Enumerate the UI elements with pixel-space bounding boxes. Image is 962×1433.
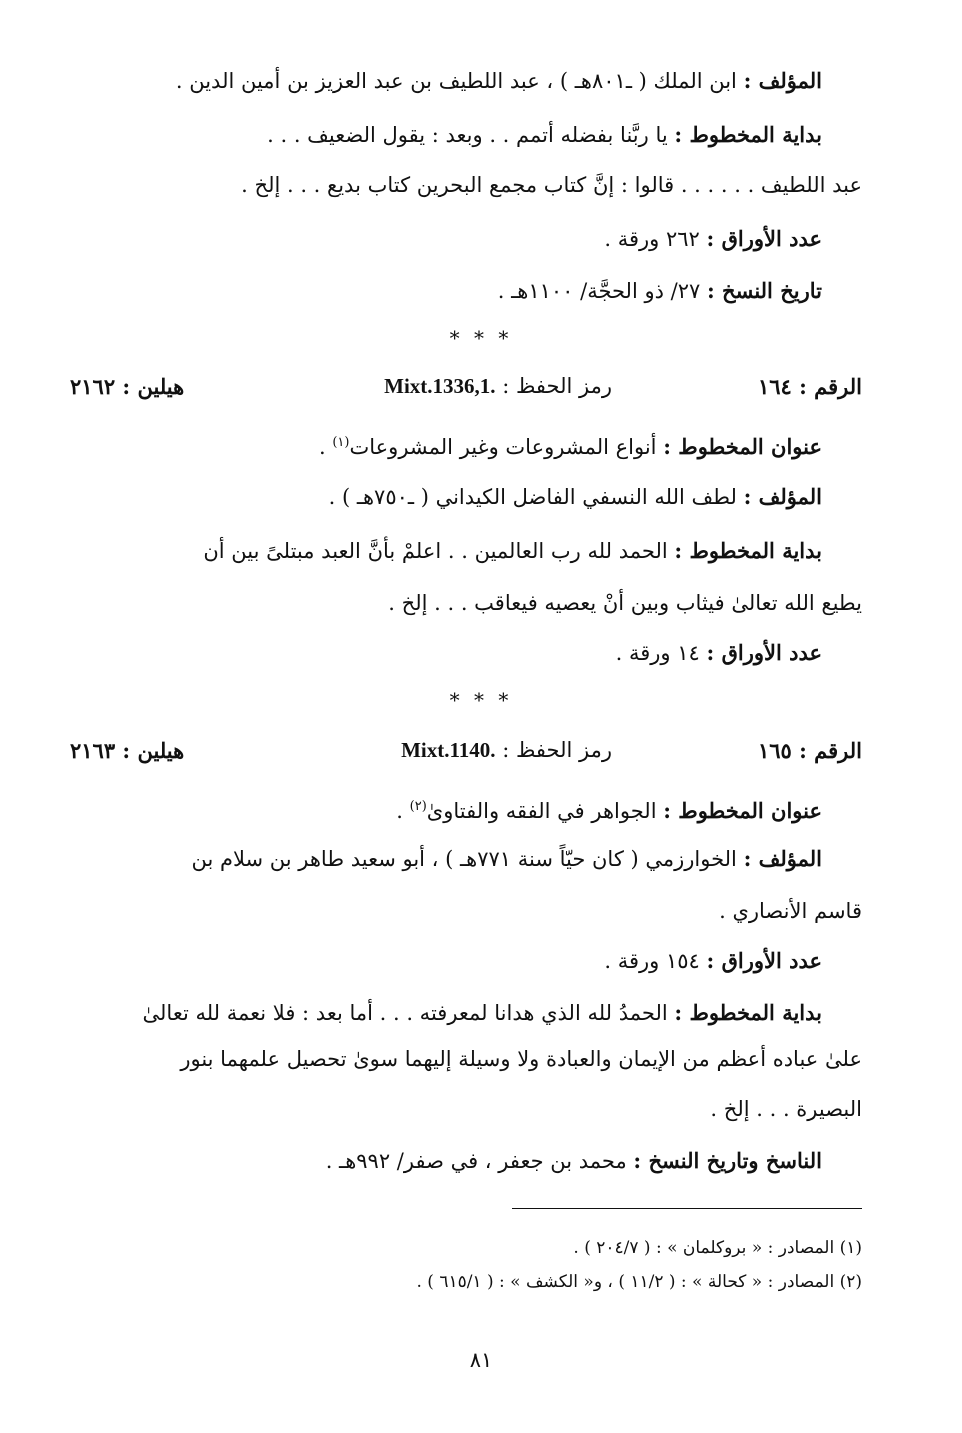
entry-164-author-line bbox=[100, 482, 822, 512]
leaves-label: عدد الأوراق : bbox=[706, 948, 822, 973]
author-label: المؤلف : bbox=[743, 484, 822, 509]
footnote-ref: (١) bbox=[332, 435, 350, 450]
entry-164-leaves-line bbox=[100, 638, 822, 668]
shelfmark bbox=[401, 738, 612, 763]
author-text1: الخوارزمي ( كان حيّاً سنة ٧٧١هـ ) ، أبو سعيد طاهر بن سلام بن bbox=[191, 847, 737, 871]
helin-number: هيلين : ٢١٦٢ bbox=[70, 374, 185, 399]
beginning-label: بداية المخطوط : bbox=[674, 538, 822, 563]
page-number: ٨١ bbox=[469, 1348, 493, 1372]
entry-165-author-line2: قاسم الأنصاري . bbox=[719, 899, 862, 923]
entry-165-title-line bbox=[100, 792, 822, 826]
prev-leaves-label: عدد الأوراق : bbox=[706, 226, 822, 251]
title-value: أنواع المشروعات وغير المشروعات bbox=[349, 435, 657, 459]
leaves-label: عدد الأوراق : bbox=[706, 640, 822, 665]
entry-165-author-line1 bbox=[100, 844, 822, 874]
author-value: لطف الله النسفي الفاضل الكيداني ( ـ٧٥٠هـ ) . bbox=[328, 485, 737, 509]
separator: * * * bbox=[449, 688, 513, 712]
prev-beginning-line1 bbox=[100, 120, 822, 150]
prev-beginning-text1: يا ربَّنا بفضله أتمم . . وبعد : يقول الضعيف . . . bbox=[267, 123, 668, 147]
prev-author-label: المؤلف : bbox=[743, 68, 822, 93]
prev-author-line bbox=[100, 66, 822, 96]
leaves-value: ١٤ ورقة . bbox=[615, 641, 700, 665]
copyist-value: محمد بن جعفر ، في صفر/ ٩٩٢هـ . bbox=[325, 1149, 627, 1173]
shelfmark-code: Mixt.1336,1. bbox=[384, 374, 496, 398]
footnote-2: (٢) المصادر : « كحالة » : ( ١١/٢ ) ، و« الكشف » : ( ٦١٥/١ ) . bbox=[416, 1272, 862, 1292]
title-label: عنوان المخطوط : bbox=[663, 798, 822, 823]
entry-165-beginning-line1 bbox=[100, 998, 822, 1028]
title-label: عنوان المخطوط : bbox=[663, 434, 822, 459]
prev-copy-date-label: تاريخ النسخ : bbox=[706, 278, 822, 303]
shelfmark bbox=[384, 374, 612, 399]
entry-164-beginning-line2: يطيع الله تعالىٰ فيثاب وبين أنْ يعصيه فيعاقب . . . إلخ . bbox=[388, 591, 862, 615]
title-end: . bbox=[396, 799, 410, 823]
beginning-text1: الحمد لله رب العالمين . . اعلمْ بأنَّ العبد مبتلىً بين أن bbox=[203, 539, 668, 563]
entry-165-copyist-line bbox=[100, 1146, 822, 1176]
prev-copy-date-value: ٢٧/ ذو الحجَّة/ ١١٠٠هـ . bbox=[497, 279, 701, 303]
title-end: . bbox=[318, 435, 333, 459]
helin-number: هيلين : ٢١٦٣ bbox=[70, 738, 185, 763]
beginning-text1: الحمدُ لله الذي هدانا لمعرفته . . . أما بعد : فلا نعمة لله تعالىٰ bbox=[142, 1001, 668, 1025]
entry-164-title-line bbox=[100, 428, 822, 462]
leaves-value: ١٥٤ ورقة . bbox=[604, 949, 700, 973]
entry-165-leaves-line bbox=[100, 946, 822, 976]
footnote-ref: (٢) bbox=[409, 799, 427, 814]
prev-leaves-value: ٢٦٢ ورقة . bbox=[604, 227, 700, 251]
copyist-label: الناسخ وتاريخ النسخ : bbox=[633, 1148, 822, 1173]
footnote-1: (١) المصادر : « بروكلمان » : ( ٢٠٤/٧ ) . bbox=[573, 1238, 862, 1258]
prev-beginning-label: بداية المخطوط : bbox=[674, 122, 822, 147]
shelfmark-label: رمز الحفظ : bbox=[502, 738, 612, 762]
entry-164-header bbox=[70, 374, 862, 406]
entry-165-beginning-line3: البصيرة . . . إلخ . bbox=[710, 1097, 862, 1121]
entry-165-beginning-line2: علىٰ عباده أعظم من الإيمان والعبادة ولا وسيلة إليهما سوىٰ تحصيل علمهما بنور bbox=[180, 1047, 862, 1071]
entry-164-beginning-line1 bbox=[100, 536, 822, 566]
entry-165-header bbox=[70, 738, 862, 770]
prev-beginning-line2: عبد اللطيف . . . . . . قالوا : إنَّ كتاب مجمع البحرين كتاب بديع . . . إلخ . bbox=[241, 173, 862, 197]
shelfmark-code: Mixt.1140. bbox=[401, 738, 496, 762]
entry-number: الرقم : ١٦٥ bbox=[757, 738, 862, 763]
title-value: الجواهر في الفقه والفتاوىٰ bbox=[426, 799, 657, 823]
beginning-label: بداية المخطوط : bbox=[674, 1000, 822, 1025]
footnote-rule bbox=[512, 1208, 862, 1209]
prev-author-value: ابن الملك ( ـ٨٠١هـ ) ، عبد اللطيف بن عبد العزيز بن أمين الدين . bbox=[175, 69, 737, 93]
prev-copy-date-line bbox=[100, 276, 822, 306]
entry-number: الرقم : ١٦٤ bbox=[757, 374, 862, 399]
separator: * * * bbox=[449, 326, 513, 350]
prev-leaves-line bbox=[100, 224, 822, 254]
author-label: المؤلف : bbox=[743, 846, 822, 871]
shelfmark-label: رمز الحفظ : bbox=[502, 374, 612, 398]
